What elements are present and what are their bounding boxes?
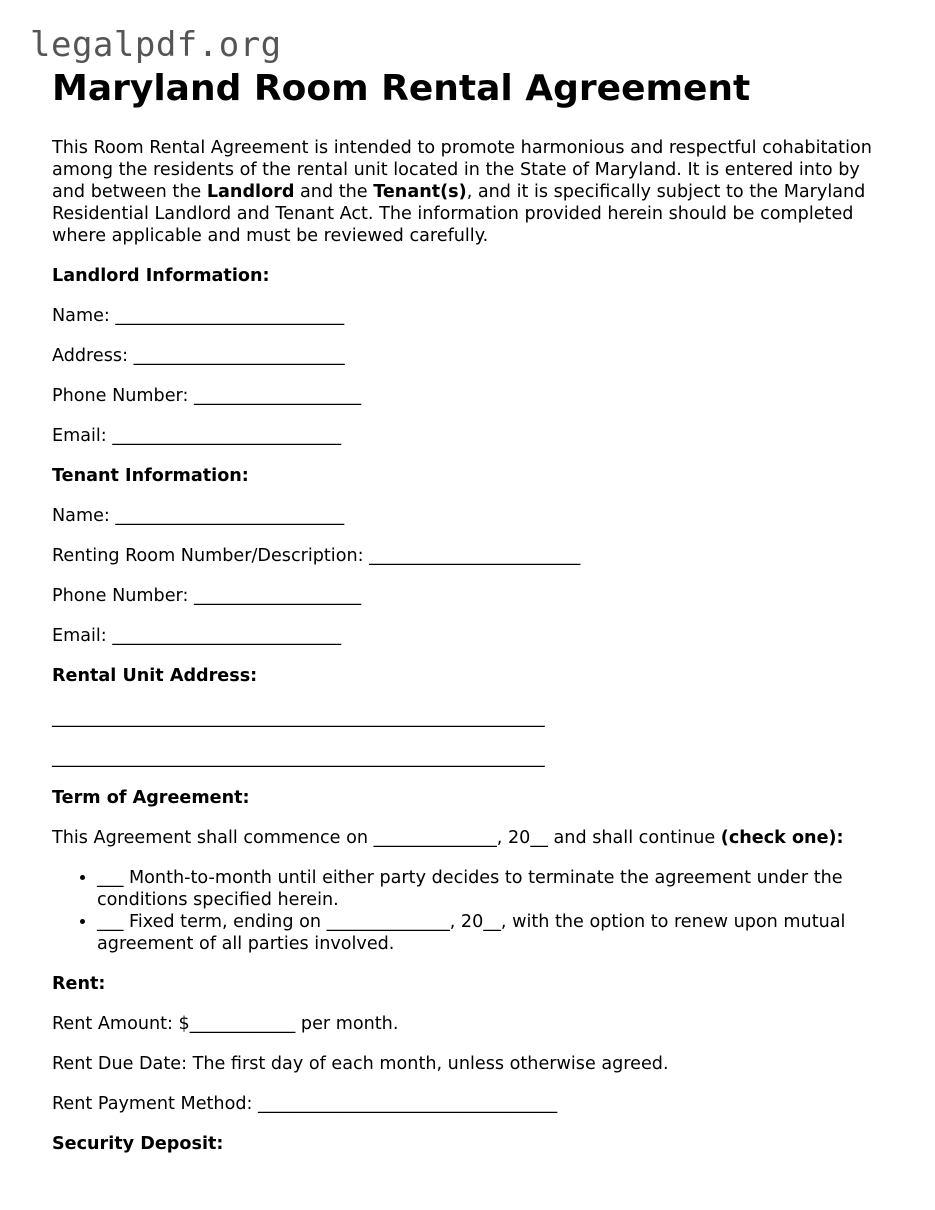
- landlord-phone-field[interactable]: Phone Number: ___________________: [52, 386, 362, 406]
- term-option-fixed[interactable]: • ___ Fixed term, ending on ______________, 20__, with the option to renew upon mutual agreement of all parties involved.: [97, 911, 882, 955]
- intro-paragraph: [52, 137, 882, 247]
- rental-address-heading: Rental Unit Address:: [52, 666, 258, 686]
- term-commence-text[interactable]: [52, 827, 882, 849]
- rent-heading: Rent:: [52, 974, 106, 994]
- intro-text-1: This Room Rental Agreement is intended to promote harmonious and respectful cohabitation among the residents of the rental unit located in the State of Maryland. It is entered into by and between the: [52, 138, 872, 202]
- rent-due-text: Rent Due Date: The first day of each month, unless otherwise agreed.: [52, 1054, 669, 1074]
- tenant-email-field[interactable]: Email: __________________________: [52, 626, 342, 646]
- term-options-list: [52, 867, 882, 955]
- security-deposit-heading: Security Deposit:: [52, 1134, 224, 1154]
- rent-amount-field[interactable]: Rent Amount: $____________ per month.: [52, 1014, 399, 1034]
- intro-landlord: Landlord: [206, 182, 295, 202]
- document-title: Maryland Room Rental Agreement: [52, 68, 751, 109]
- tenant-name-field[interactable]: Name: __________________________: [52, 506, 345, 526]
- landlord-heading: Landlord Information:: [52, 266, 270, 286]
- landlord-email-field[interactable]: Email: __________________________: [52, 426, 342, 446]
- rental-address-line-1[interactable]: ________________________________________________________: [52, 708, 545, 728]
- landlord-address-field[interactable]: Address: ________________________: [52, 346, 345, 366]
- landlord-name-field[interactable]: Name: __________________________: [52, 306, 345, 326]
- term-check-one: (check one):: [720, 828, 844, 848]
- document-body: [52, 68, 882, 1155]
- term-heading: Term of Agreement:: [52, 788, 250, 808]
- intro-tenant: Tenant(s): [373, 182, 467, 202]
- intro-text-3: , and it is specifically subject to the Maryland Residential Landlord and Tenant Act. The information provided herein should be completed where applicable and must be reviewed carefully.: [52, 182, 866, 246]
- rent-method-field[interactable]: Rent Payment Method: __________________________________: [52, 1094, 558, 1114]
- term-commence: This Agreement shall commence on ______________, 20__ and shall continue: [52, 828, 721, 848]
- tenant-heading: Tenant Information:: [52, 466, 249, 486]
- term-option-month-to-month[interactable]: • ___ Month-to-month until either party decides to terminate the agreement under the conditions specified herein.: [97, 867, 882, 911]
- tenant-phone-field[interactable]: Phone Number: ___________________: [52, 586, 362, 606]
- intro-text-2: and the: [294, 182, 374, 202]
- tenant-room-field[interactable]: Renting Room Number/Description: ________________________: [52, 546, 581, 566]
- rental-address-line-2[interactable]: ________________________________________________________: [52, 748, 545, 768]
- watermark: legalpdf.org: [30, 25, 282, 65]
